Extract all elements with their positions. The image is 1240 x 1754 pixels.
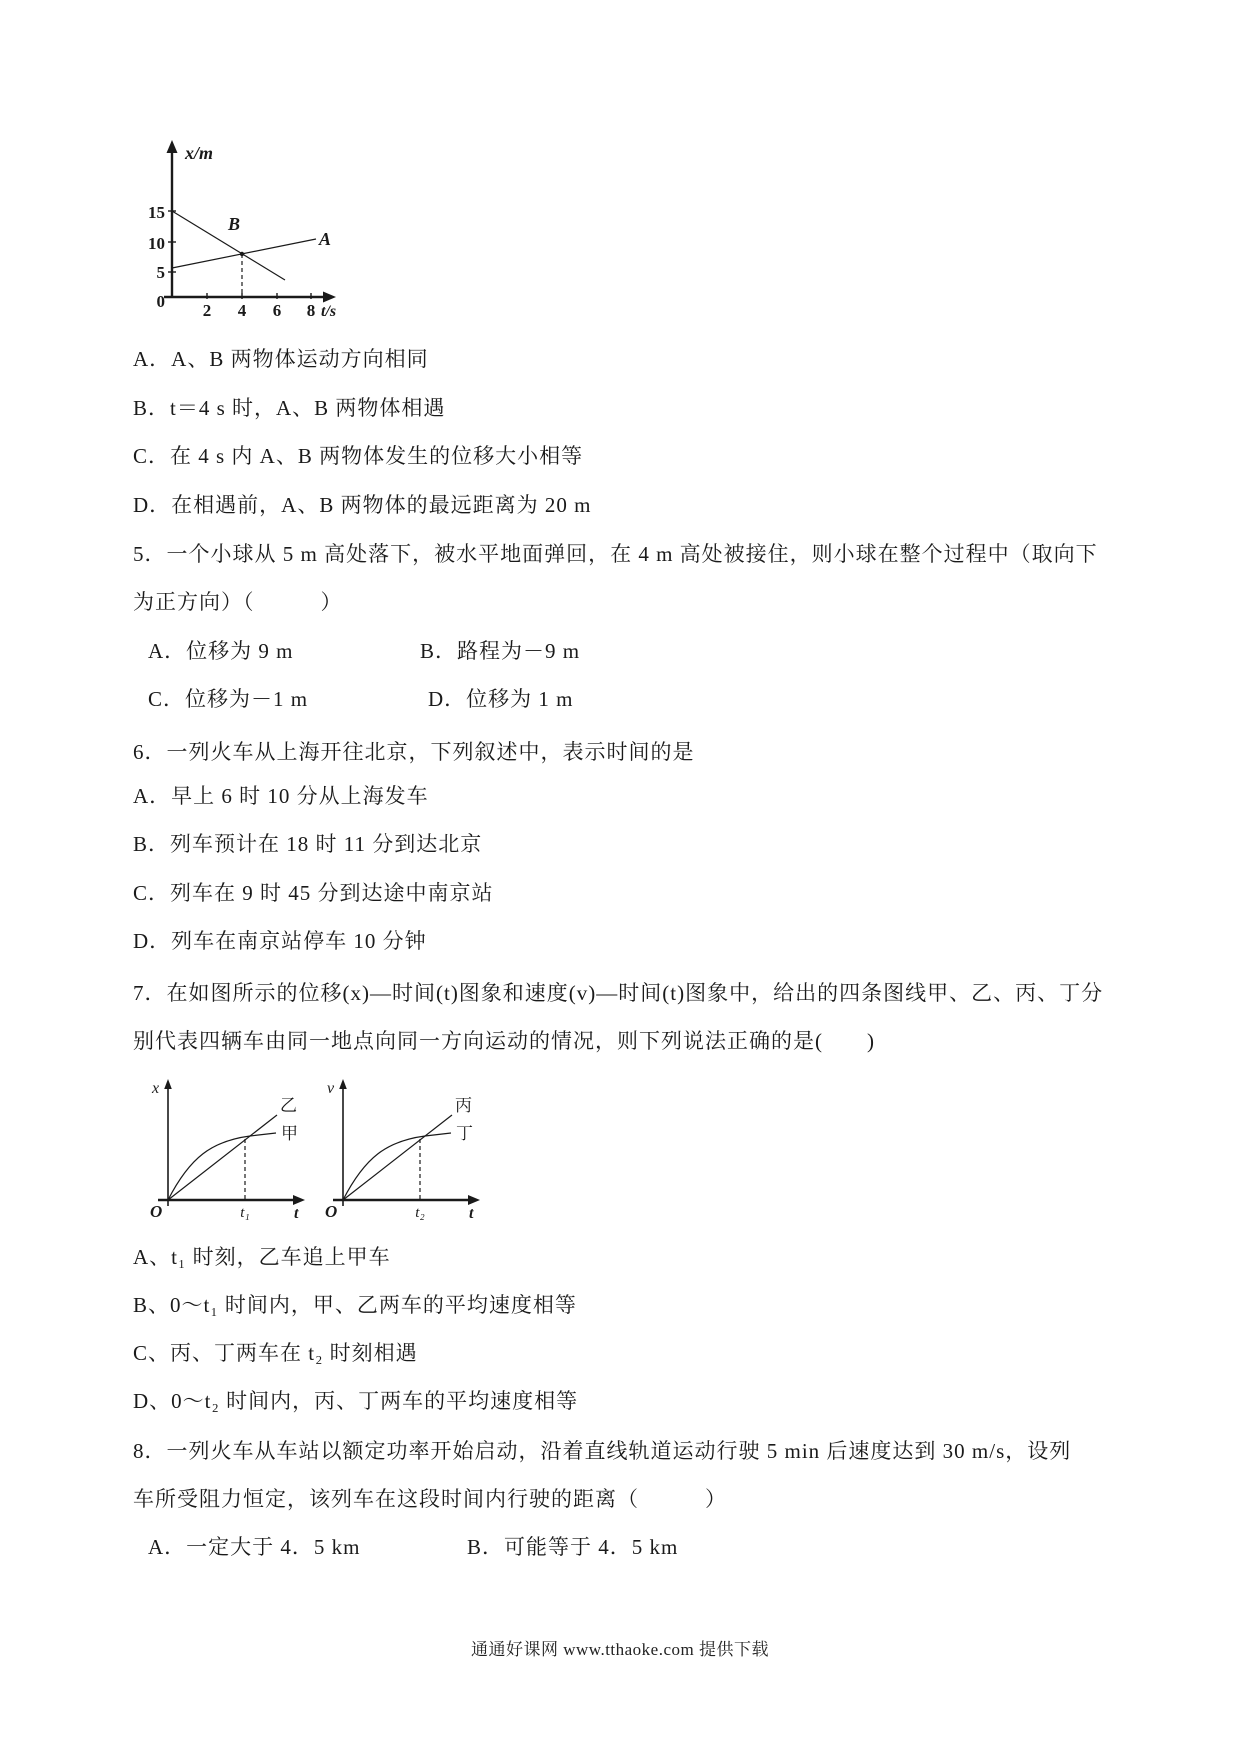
q5-stem-line1: 5．一个小球从 5 m 高处落下，被水平地面弹回，在 4 m 高处被接住，则小球在整个过程中（取向下 xyxy=(133,542,1098,566)
q4-option-a: A．A、B 两物体运动方向相同 xyxy=(133,347,429,371)
origin-label: 0 xyxy=(156,292,165,311)
q5-option-c: C．位移为－1 m xyxy=(148,687,309,711)
q6-option-a: A．早上 6 时 10 分从上海发车 xyxy=(133,784,429,808)
curve-jia-label: 甲 xyxy=(281,1124,298,1143)
line-A-label: A xyxy=(319,229,332,249)
ytick-label-5: 5 xyxy=(156,263,165,282)
footer-site-credit: 通通好课网 www.tthaoke.com 提供下载 xyxy=(470,1640,770,1659)
q6-option-d: D．列车在南京站停车 10 分钟 xyxy=(133,929,427,953)
q7-option-a: A、t₁ 时刻，乙车追上甲车 xyxy=(133,1245,391,1269)
x-axis-arrow-icon xyxy=(468,1195,480,1205)
y-axis-label: v xyxy=(327,1080,335,1097)
x-axis-label: t xyxy=(294,1205,299,1222)
xtick-label-8: 8 xyxy=(306,301,316,320)
t1-tick-label: t₁ xyxy=(240,1205,250,1221)
xtick-label-2: 2 xyxy=(202,301,212,320)
x-axis-arrow-icon xyxy=(293,1195,305,1205)
q8-stem-line2: 车所受阻力恒定，该列车在这段时间内行驶的距离（ ） xyxy=(133,1487,727,1511)
y-axis-arrow-icon xyxy=(167,140,178,153)
q7-option-c: C、丙、丁两车在 t₂ 时刻相遇 xyxy=(133,1341,418,1365)
q7-stem-line1: 7．在如图所示的位移(x)—时间(t)图象和速度(v)—时间(t)图象中，给出的四条图线甲、乙、丙、丁分 xyxy=(133,981,1104,1005)
q8-option-a: A．一定大于 4．5 km xyxy=(148,1535,361,1559)
x-axis-arrow-icon xyxy=(323,292,336,303)
q4-option-c: C．在 4 s 内 A、B 两物体发生的位移大小相等 xyxy=(133,444,584,468)
q5-stem-line2: 为正方向）（ ） xyxy=(133,590,343,614)
q5-option-d: D．位移为 1 m xyxy=(428,687,574,711)
q6-stem: 6．一列火车从上海开往北京，下列叙述中，表示时间的是 xyxy=(133,740,695,764)
t2-tick-label: t₂ xyxy=(415,1205,425,1221)
q7-stem-line2: 别代表四辆车由同一地点向同一方向运动的情况，则下列说法正确的是( ) xyxy=(133,1029,875,1053)
y-axis-arrow-icon xyxy=(164,1079,172,1089)
line-bing xyxy=(343,1115,452,1200)
q5-option-b: B．路程为－9 m xyxy=(420,639,581,663)
q5-option-a: A．位移为 9 m xyxy=(148,639,294,663)
origin-label: O xyxy=(325,1202,338,1221)
x-axis-label: t/s xyxy=(321,303,337,320)
line-bing-label: 丙 xyxy=(455,1096,472,1115)
figure-q7-xt-graph xyxy=(140,1075,315,1225)
figure-q4-xt-graph xyxy=(135,135,347,320)
line-yi xyxy=(168,1115,277,1200)
figure-q7-vt-graph xyxy=(315,1075,490,1225)
q7-option-d: D、0～t₂ 时间内，丙、丁两车的平均速度相等 xyxy=(133,1389,579,1413)
y-axis-arrow-icon xyxy=(339,1079,347,1089)
q7-option-b: B、0～t₁ 时间内，甲、乙两车的平均速度相等 xyxy=(133,1293,577,1317)
curve-jia xyxy=(168,1133,276,1200)
line-yi-label: 乙 xyxy=(280,1096,297,1115)
xtick-label-6: 6 xyxy=(272,301,282,320)
curve-ding-label: 丁 xyxy=(456,1124,473,1143)
y-axis-label: x/m xyxy=(185,143,214,163)
xtick-label-4: 4 xyxy=(237,301,247,320)
origin-label: O xyxy=(150,1202,163,1221)
q6-option-b: B．列车预计在 18 时 11 分到达北京 xyxy=(133,832,483,856)
line-B-label: B xyxy=(228,214,241,234)
q8-option-b: B．可能等于 4．5 km xyxy=(467,1535,679,1559)
curve-ding xyxy=(343,1133,451,1200)
q4-option-b: B．t＝4 s 时，A、B 两物体相遇 xyxy=(133,396,446,420)
ytick-label-15: 15 xyxy=(148,203,165,222)
q4-option-d: D．在相遇前，A、B 两物体的最远距离为 20 m xyxy=(133,493,592,517)
q6-option-c: C．列车在 9 时 45 分到达途中南京站 xyxy=(133,881,494,905)
x-axis-label: t xyxy=(469,1205,474,1222)
q8-stem-line1: 8．一列火车从车站以额定功率开始启动，沿着直线轨道运动行驶 5 min 后速度达到 30 m/s，设列 xyxy=(133,1439,1072,1463)
ytick-label-10: 10 xyxy=(148,234,165,253)
y-axis-label: x xyxy=(152,1080,160,1097)
